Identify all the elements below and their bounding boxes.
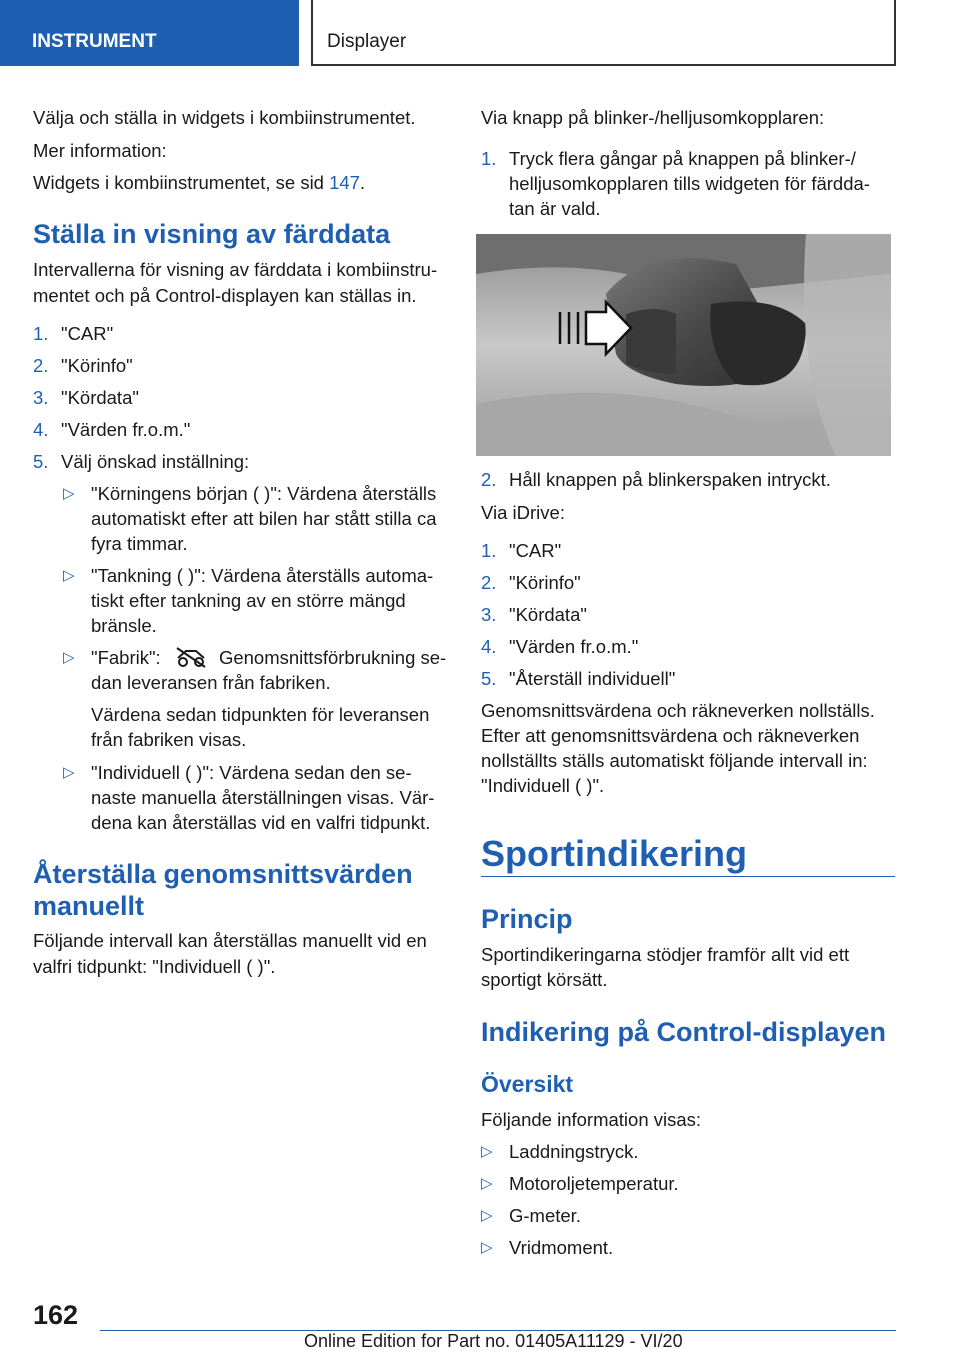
para2-line1: Följande intervall kan återställas manuellt vid en [33,930,427,951]
triangle-bullet-icon: ▷ [481,1175,493,1192]
turn-signal-stalk-photo [476,234,891,456]
via-idrive: Via iDrive: [481,502,565,523]
heading-control-display: Indikering på Control-displayen [481,1017,887,1047]
heading-sport-display: Sportindikering [481,832,895,877]
triangle-bullet-icon: ▷ [63,485,75,502]
para2-line2: valfri tidpunkt: "Individuell ( )". [33,956,276,977]
triangle-bullet-icon: ▷ [481,1239,493,1256]
principle-text: Sportindikeringarna stödjer framför allt vid ett sportigt körsätt. [481,944,850,990]
triangle-bullet-icon: ▷ [481,1207,493,1224]
heading-principle: Princip [481,904,573,934]
factory-consumption-icon [174,646,208,668]
triangle-bullet-icon: ▷ [481,1143,493,1160]
para1-line1: Intervallerna för visning av färddata i kombiinstru- [33,259,438,280]
para-reset-info: Genomsnittsvärdena och räkneverken nollställs. Efter att genomsnittsvärdena och räkneverken nollställts ställs automatiskt följande intervall in: "Individuell ( )". [481,700,875,796]
intro-line-2: Mer information: [33,140,167,161]
page-link-147[interactable]: 147 [329,172,360,193]
chapter-title: Displayer [311,0,896,66]
footer-edition: Online Edition for Part no. 01405A11129 - VI/20 [304,1331,683,1351]
triangle-bullet-icon: ▷ [63,567,75,584]
page-number: 162 [33,1300,79,1330]
para1-line2: mentet och på Control-displayen kan ställas in. [33,285,417,306]
via-button: Via knapp på blinker-/helljusomkopplaren: [481,107,825,128]
info-intro: Följande information visas: [481,1109,702,1130]
heading-overview: Översikt [481,1071,574,1097]
triangle-bullet-icon: ▷ [63,649,75,666]
intro-line-1: Välja och ställa in widgets i kombiinstrumentet. [33,107,416,128]
intro-line-3: Widgets i kombiinstrumentet, se sid 147. [33,172,366,193]
triangle-bullet-icon: ▷ [63,764,75,781]
heading-reset-manual: Återställa genomsnittsvärden manuellt [33,859,413,921]
heading-trip-data: Ställa in visning av färddata [33,219,391,249]
section-tab: INSTRUMENT [0,0,299,66]
